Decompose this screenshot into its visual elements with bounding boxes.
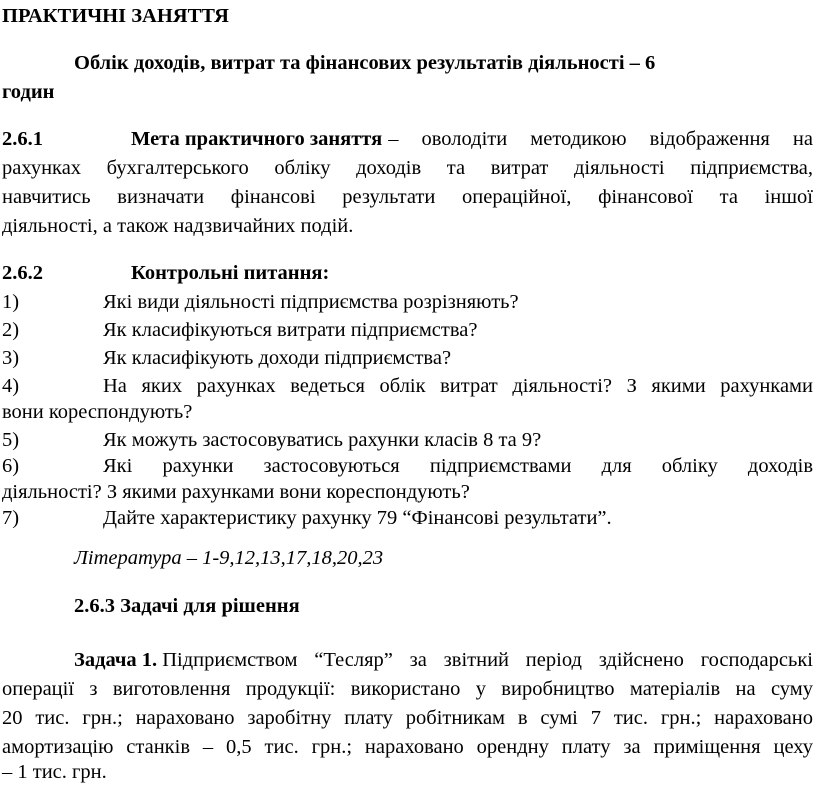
question-number: 2) (2, 319, 20, 341)
question-item (2, 316, 813, 345)
question-item (2, 288, 813, 317)
question-number: 1) (2, 291, 20, 313)
page-heading: ПРАКТИЧНІ ЗАНЯТТЯ (2, 5, 229, 27)
question-item (2, 344, 813, 373)
goal-line-2: рахунках бухгалтерського обліку доходів та витрат діяльності підприємства, (2, 157, 813, 179)
questions-number: 2.6.2 (2, 262, 43, 284)
literature-line: Література – 1-9,12,13,17,18,20,23 (74, 547, 384, 569)
question-text: Як класифікуються витрати підприємства? (103, 319, 478, 341)
question-text: Які види діяльності підприємства розрізняють? (103, 291, 519, 313)
goal-first-line (2, 125, 813, 154)
questions-header (2, 259, 813, 288)
question-item (2, 372, 813, 401)
question-item (2, 452, 813, 481)
questions-title: Контрольні питання: (131, 262, 330, 284)
task1-line-5: – 1 тис. грн. (2, 761, 107, 783)
question-number: 7) (2, 507, 20, 529)
question-number: 6) (2, 455, 20, 477)
question-number: 5) (2, 429, 20, 451)
tasks-title: 2.6.3 Задачі для рішення (74, 595, 300, 617)
task1-line-1: Підприємством “Тесляр” за звітний період здійснено господарські (162, 649, 813, 671)
task1-first-wrap (74, 646, 813, 675)
question-text: Дайте характеристику рахунку 79 “Фінансові результати”. (103, 507, 612, 529)
question-text: На яких рахунках ведеться облік витрат діяльності? З якими рахунками (103, 375, 813, 397)
task1-line-2: операції з виготовлення продукції: використано у виробництво матеріалів на суму (2, 678, 813, 700)
question-text: Як можуть застосовуватись рахунки класів 8 та 9? (103, 429, 542, 451)
question-text-cont: діяльності? З якими рахунками вони кореспондують? (2, 481, 470, 503)
question-item (2, 504, 813, 533)
question-text: Як класифікують доходи підприємства? (103, 347, 452, 369)
goal-title: Мета практичного заняття (131, 128, 383, 150)
task1-line-4: амортизацію станків – 0,5 тис. грн.; нараховано орендну плату за приміщення цеху (2, 736, 813, 758)
question-text-cont: вони кореспондують? (2, 401, 193, 423)
goal-line-4: діяльності, а також надзвичайних подій. (2, 215, 354, 237)
topic-line-2: годин (2, 81, 55, 103)
question-text: Які рахунки застосовуються підприємствами для обліку доходів (103, 455, 813, 477)
task1-line-3: 20 тис. грн.; нараховано заробітну плату робітникам в сумі 7 тис. грн.; нараховано (2, 707, 813, 729)
task1-first-line (74, 646, 813, 675)
question-item (2, 426, 813, 455)
question-number: 4) (2, 375, 20, 397)
goal-line-1: – оволодіти методикою відображення на (388, 128, 813, 150)
task1-label: Задача 1. (74, 649, 158, 671)
topic-line-1: Облік доходів, витрат та фінансових результатів діяльності – 6 (74, 52, 656, 74)
goal-line-3: навчитись визначати фінансові результати операційної, фінансової та іншої (2, 186, 813, 208)
goal-number: 2.6.1 (2, 128, 43, 150)
question-number: 3) (2, 347, 20, 369)
goal-title-wrap (131, 125, 813, 154)
